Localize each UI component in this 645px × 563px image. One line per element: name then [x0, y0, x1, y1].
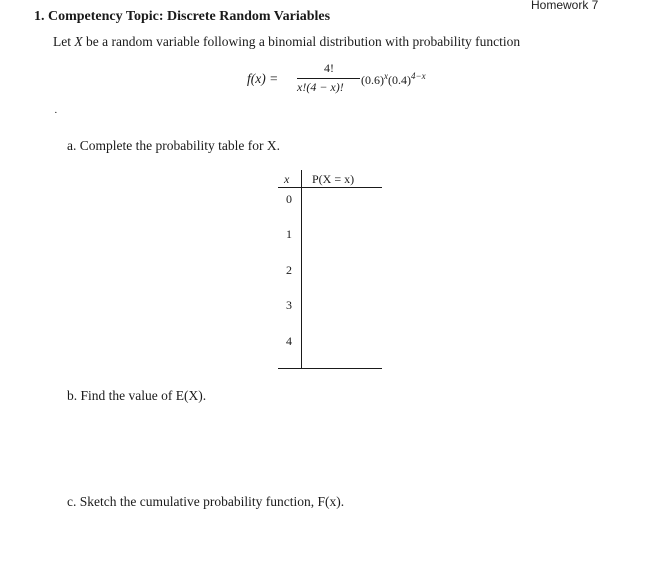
part-b-label: b. [67, 388, 78, 403]
table-vertical-rule [301, 170, 302, 369]
table-row-x-2: 2 [286, 263, 292, 277]
intro-prefix: Let [53, 34, 75, 49]
table-row-x-0: 0 [286, 192, 292, 206]
formula-numerator: 4! [324, 61, 334, 75]
question-topic: Competency Topic: Discrete Random Variables [48, 9, 331, 24]
part-b [67, 388, 206, 404]
table-row-x-4: 4 [286, 334, 292, 348]
formula-exp1: x [384, 71, 388, 81]
question-intro [53, 34, 520, 50]
part-a-label: a. [67, 138, 77, 153]
table-bottom-rule [278, 368, 382, 369]
table-row-x-1: 1 [286, 227, 292, 241]
stray-dot: · [54, 107, 58, 119]
formula-lhs: f(x) = [247, 71, 279, 86]
question-title [34, 9, 330, 25]
table-header-rule [278, 187, 382, 188]
formula-exp2: 4−x [411, 71, 426, 81]
part-b-text: Find the value of E(X). [80, 388, 207, 403]
part-a [67, 138, 280, 154]
header-label: Homework 7 [531, 0, 599, 12]
part-c-text: Sketch the cumulative probability function, F(x). [79, 494, 345, 509]
fraction-bar [297, 78, 360, 79]
formula-factor2: (0.4) [388, 73, 411, 87]
part-c [67, 494, 344, 510]
part-a-text: Complete the probability table for X. [79, 138, 280, 153]
question-number: 1. [34, 9, 45, 24]
table-row-x-3: 3 [286, 298, 292, 312]
table-header-x: x [284, 172, 290, 186]
intro-variable: X [74, 34, 83, 49]
formula-factors [361, 71, 426, 88]
formula-factor1: (0.6) [361, 73, 384, 87]
part-c-label: c. [67, 494, 77, 509]
table-header-p: P(X = x) [312, 172, 355, 186]
formula-denominator: x!(4 − x)! [297, 80, 344, 94]
intro-suffix: be a random variable following a binomial distribution with probability function [82, 34, 521, 49]
